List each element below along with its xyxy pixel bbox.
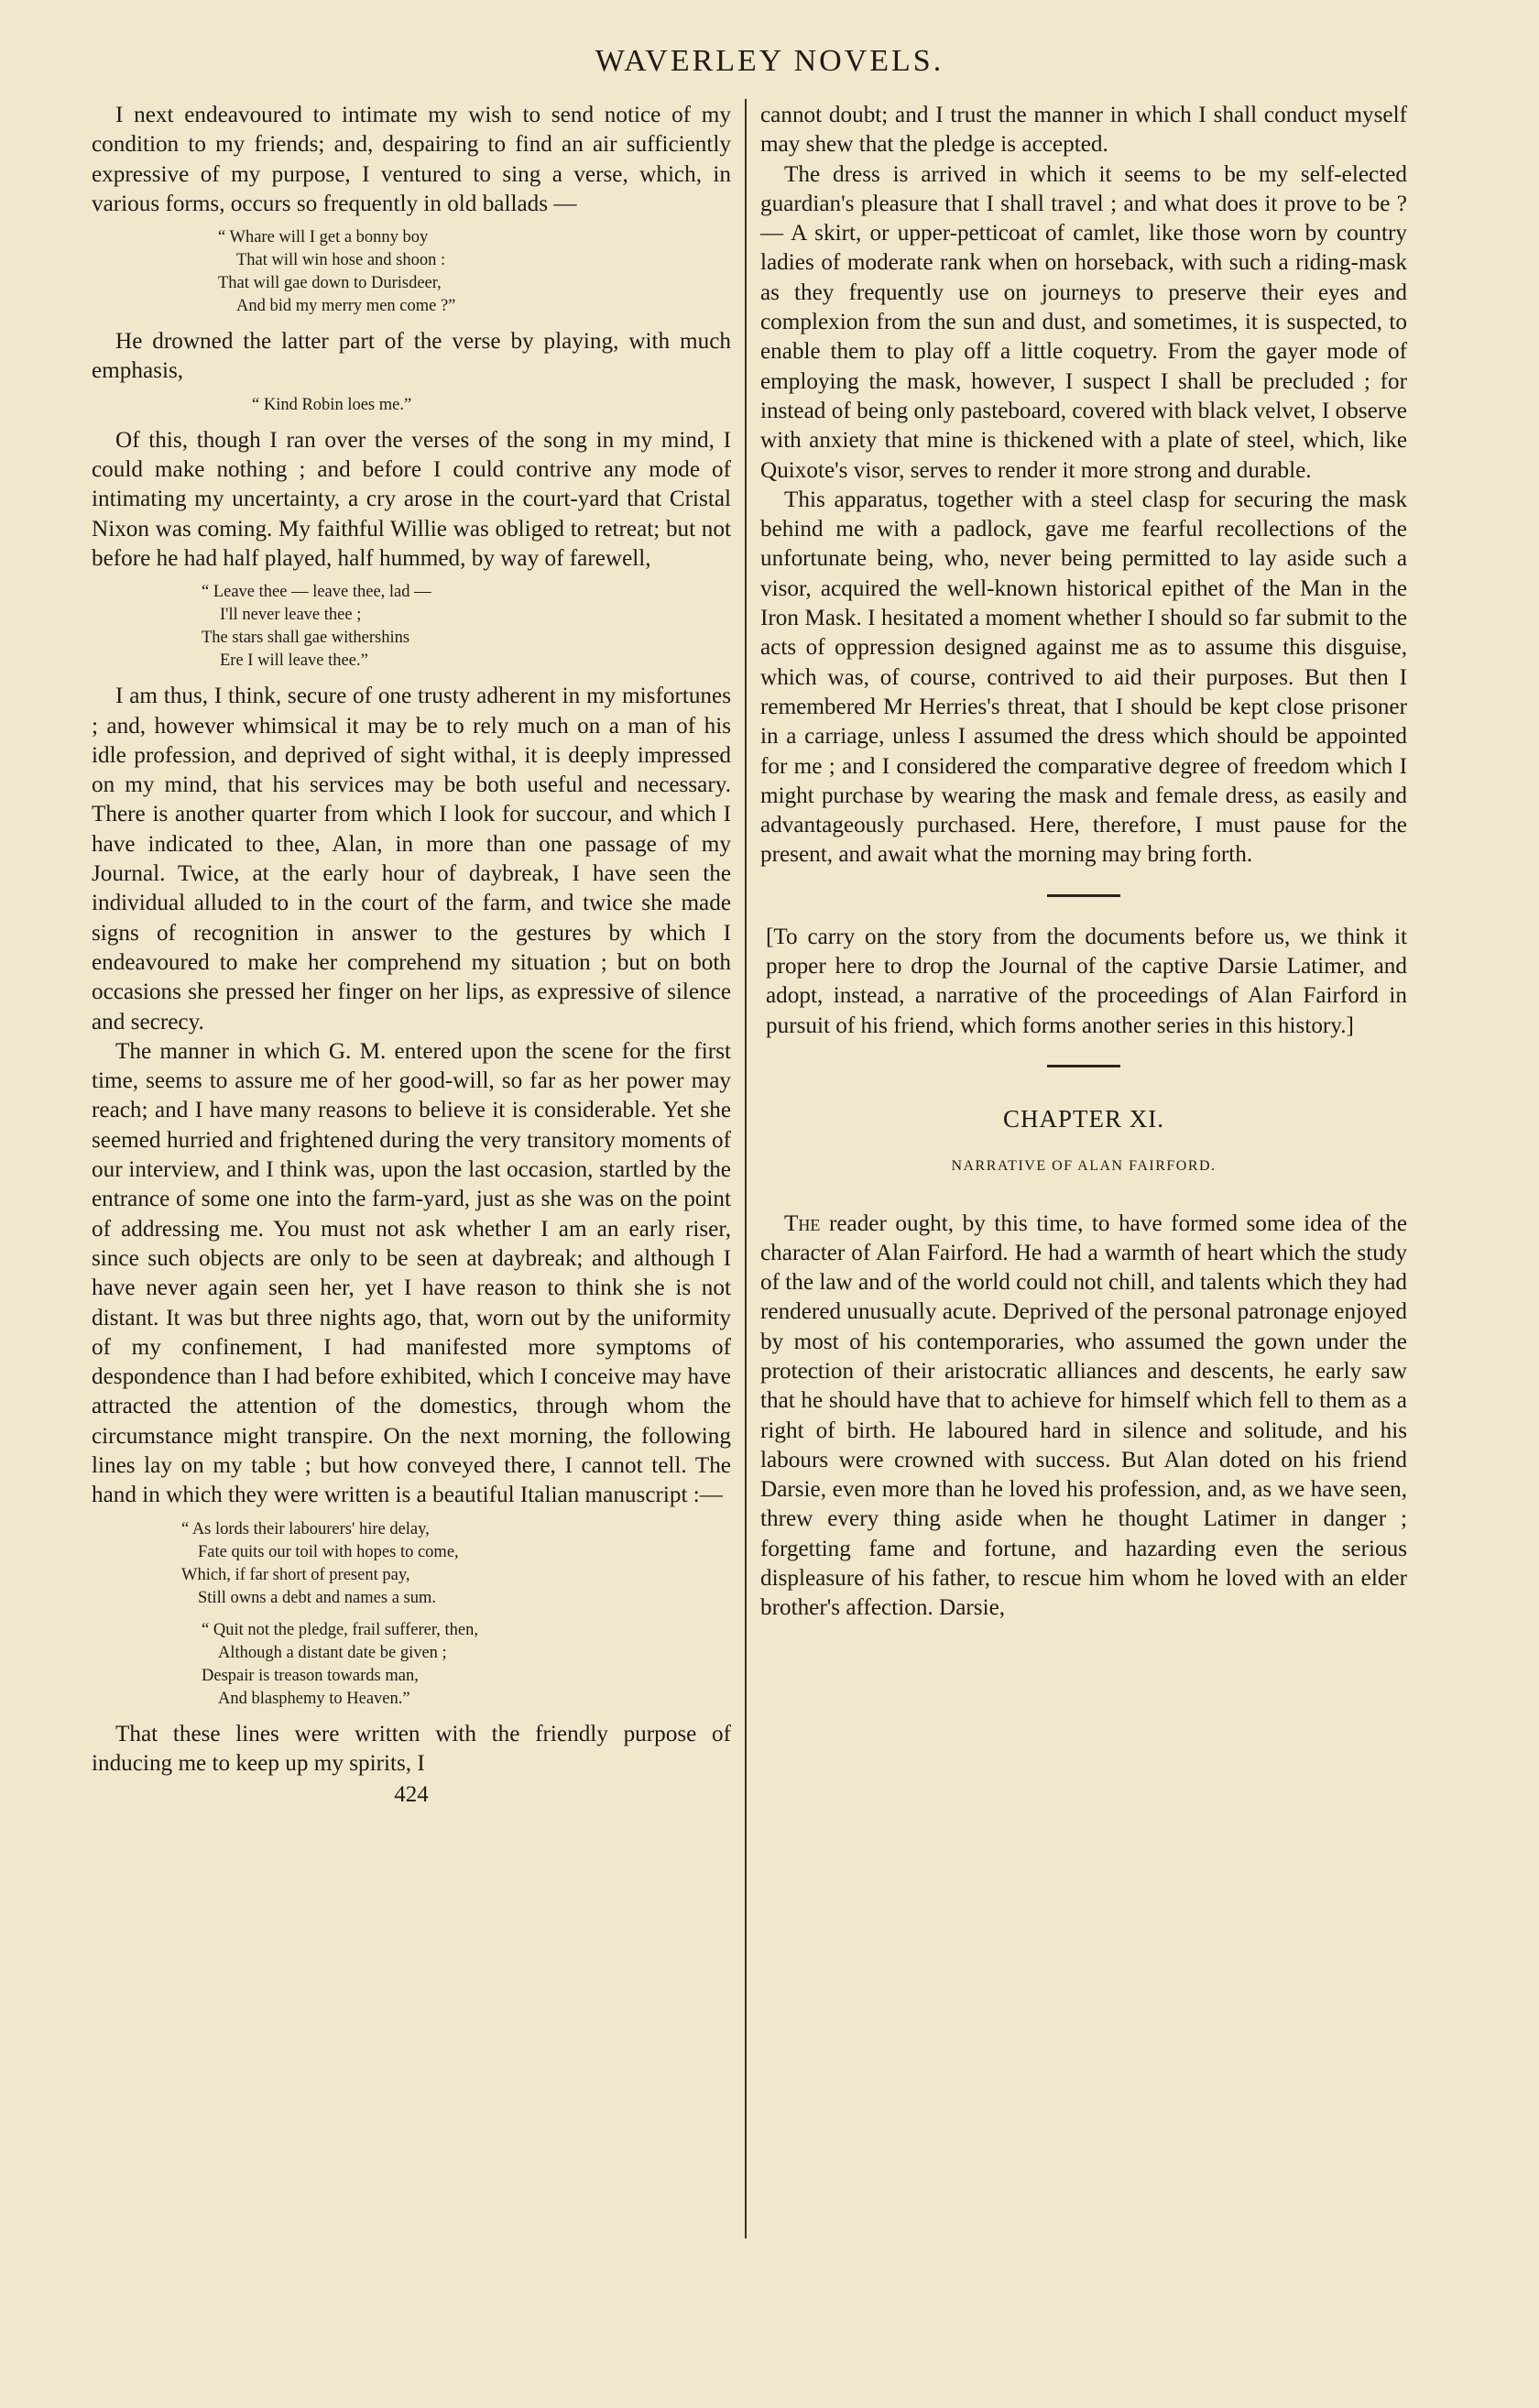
section-rule <box>1047 894 1120 897</box>
verse-line: “ Leave thee — leave thee, lad — <box>202 583 431 602</box>
paragraph: That these lines were written with the friendly purpose of inducing me to keep up my spirits, I <box>92 1721 731 1776</box>
paragraph <box>760 1209 1407 1624</box>
paragraph-body: reader ought, by this time, to have formed some idea of the character of Alan Fairford. He had a warmth of heart which the study of the law and of the world could not chill, and talents which they had rendered unusually acute. Deprived of the personal patronage enjoyed by most of his contemporaries, who assumed the gown under the protection of their aristocratic alliances and descents, he early saw that he should have that to achieve for himself which fell to them as a right of birth. He laboured hard in silence and solitude, and his labours were crowned with success. But Alan doted on his friend Darsie, even more than he loved his profession, and, as we have seen, threw every thing aside when he thought Latimer in danger ; forgetting fame and fortune, and hazarding even the serious displeasure of his father, to rescue him whom he loved with an elder brother's affection. Darsie, <box>760 1210 1407 1621</box>
verse-manuscript-stanza-1 <box>92 1518 731 1610</box>
verse-line: That will gae down to Durisdeer, <box>218 274 442 293</box>
verse-kind-robin <box>92 394 731 417</box>
editorial-note: [To carry on the story from the documents before us, we think it proper here to drop the Journal of the captive Darsie Latimer, and adopt, instead, a narrative of the proceedings of Alan Fairford in pursuit of his friend, which forms another series in this history.] <box>766 924 1407 1038</box>
paragraph: Of this, though I ran over the verses of the song in my mind, I could make nothing ; and before I could contrive any mode of intimating my uncertainty, a cry arose in the court-yard that Cristal Nixon was coming. My faithful Willie was obliged to retreat; but not before he had half played, half hummed, by way of farewell, <box>92 427 731 571</box>
running-title: WAVERLEY NOVELS. <box>595 44 944 78</box>
verse-leave-thee <box>92 581 731 673</box>
verse-line: And bid my merry men come ?” <box>236 297 456 316</box>
verse-line: The stars shall gae withershins <box>202 629 410 648</box>
verse-line: That will win hose and shoon : <box>236 251 446 270</box>
paragraph: The manner in which G. M. entered upon the scene for the first time, seems to assure me of her good-will, so far as her power may reach; and I have many reasons to believe it is considerable. Yet she seemed hurried and frightened during the very transitory moments of our interview, and I think was, upon the last occasion, startled by the entrance of some one into the farm-yard, just as she was on the point of addressing me. You must not ask whether I am an early riser, since such objects are only to be seen at daybreak; and although I have never again seen her, yet I have reason to think she is not distant. It was but three nights ago, that, worn out by the uniformity of my confinement, I had manifested more symptoms of despondence than I had before exhibited, which I conceive may have attracted the attention of the domestics, through whom the circumstance might transpire. On the next morning, the following lines lay on my table ; but how conveyed there, I cannot tell. The hand in which they were written is a beautiful Italian manuscript :— <box>92 1038 731 1508</box>
verse-line: Ere I will leave thee.” <box>220 651 368 671</box>
paragraph: I am thus, I think, secure of one trusty adherent in my misfortunes ; and, however whimsical it may be to rely much on a man of his idle profession, and deprived of sight withal, it is deeply impressed on my mind, that his services may be both useful and necessary. There is another quarter from which I look for succour, and which I have indicated to thee, Alan, in more than one passage of my Journal. Twice, at the early hour of daybreak, I have seen the individual alluded to in the court of the farm, and twice she made signs of recognition in answer to the gestures by which I endeavoured to make her comprehend my situation ; but on both occasions she pressed her finger on her lips, as expressive of silence and secrecy. <box>92 684 731 1034</box>
right-column <box>760 101 1407 1624</box>
verse-line: “ Whare will I get a bonny boy <box>218 228 429 247</box>
verse-line: Still owns a debt and names a sum. <box>198 1588 436 1607</box>
verse-line: And blasphemy to Heaven.” <box>218 1689 410 1708</box>
lead-word: The <box>784 1210 821 1236</box>
paragraph: I next endeavoured to intimate my wish to send notice of my condition to my friends; and, despairing to find an air sufficiently expressive of my purpose, I ventured to sing a verse, which, in various forms, occurs so frequently in old ballads — <box>92 103 731 216</box>
verse-line: Which, if far short of present pay, <box>181 1565 410 1584</box>
column-divider <box>745 99 747 2238</box>
verse-ballad <box>92 226 731 318</box>
paragraph: cannot doubt; and I trust the manner in which I shall conduct myself may shew that the pledge is accepted. <box>760 103 1407 158</box>
verse-line: Although a distant date be given ; <box>218 1643 447 1662</box>
paragraph: He drowned the latter part of the verse by playing, with much emphasis, <box>92 329 731 384</box>
chapter-title: CHAPTER XI. <box>1002 1104 1164 1133</box>
paragraph: This apparatus, together with a steel clasp for securing the mask behind me with a padlock, gave me fearful recollections of the unfortunate being, who, never being permitted to lay aside such a visor, acquired the well-known historical epithet of the Man in the Iron Mask. I hesitated a moment whether I should so far submit to the acts of oppression designed against me as to assume this disguise, which was, of course, contrived to aid their purposes. But then I remembered Mr Herries's threat, that I should be kept close prisoner in a carriage, unless I assumed the dress which should be appointed for me ; and I considered the comparative degree of freedom which I might purchase by wearing the mask and female dress, as easily and advantageously purchased. Here, therefore, I must pause for the present, and await what the morning may bring forth. <box>760 487 1407 868</box>
page-number: 424 <box>394 1782 429 1808</box>
verse-line: I'll never leave thee ; <box>220 606 362 625</box>
verse-manuscript-stanza-2 <box>92 1619 731 1711</box>
left-column <box>92 101 731 1810</box>
verse-line: “ Kind Robin loes me.” <box>252 395 412 414</box>
verse-line: “ As lords their labourers' hire delay, <box>181 1519 430 1538</box>
verse-line: “ Quit not the pledge, frail sufferer, then, <box>202 1620 479 1639</box>
paragraph: The dress is arrived in which it seems to be my self-elected guardian's pleasure that I shall travel ; and what does it prove to be ? — A skirt, or upper-petticoat of camlet, like those worn by country ladies of moderate rank when on horseback, with such a riding-mask as they frequently use on journeys to preserve their eyes and complexion from the sun and dust, and sometimes, it is suspected, to enable them to play off a little coquetry. From the gayer mode of employing the mask, however, I suspect I shall be precluded ; for instead of being only pasteboard, covered with black velvet, I observe with anxiety that mine is thickened with a plate of steel, which, like Quixote's visor, serves to render it more strong and durable. <box>760 161 1407 483</box>
chapter-subtitle: NARRATIVE OF ALAN FAIRFORD. <box>951 1158 1217 1175</box>
section-rule <box>1047 1065 1120 1067</box>
verse-line: Fate quits our toil with hopes to come, <box>198 1542 459 1561</box>
verse-line: Despair is treason towards man, <box>202 1666 419 1685</box>
